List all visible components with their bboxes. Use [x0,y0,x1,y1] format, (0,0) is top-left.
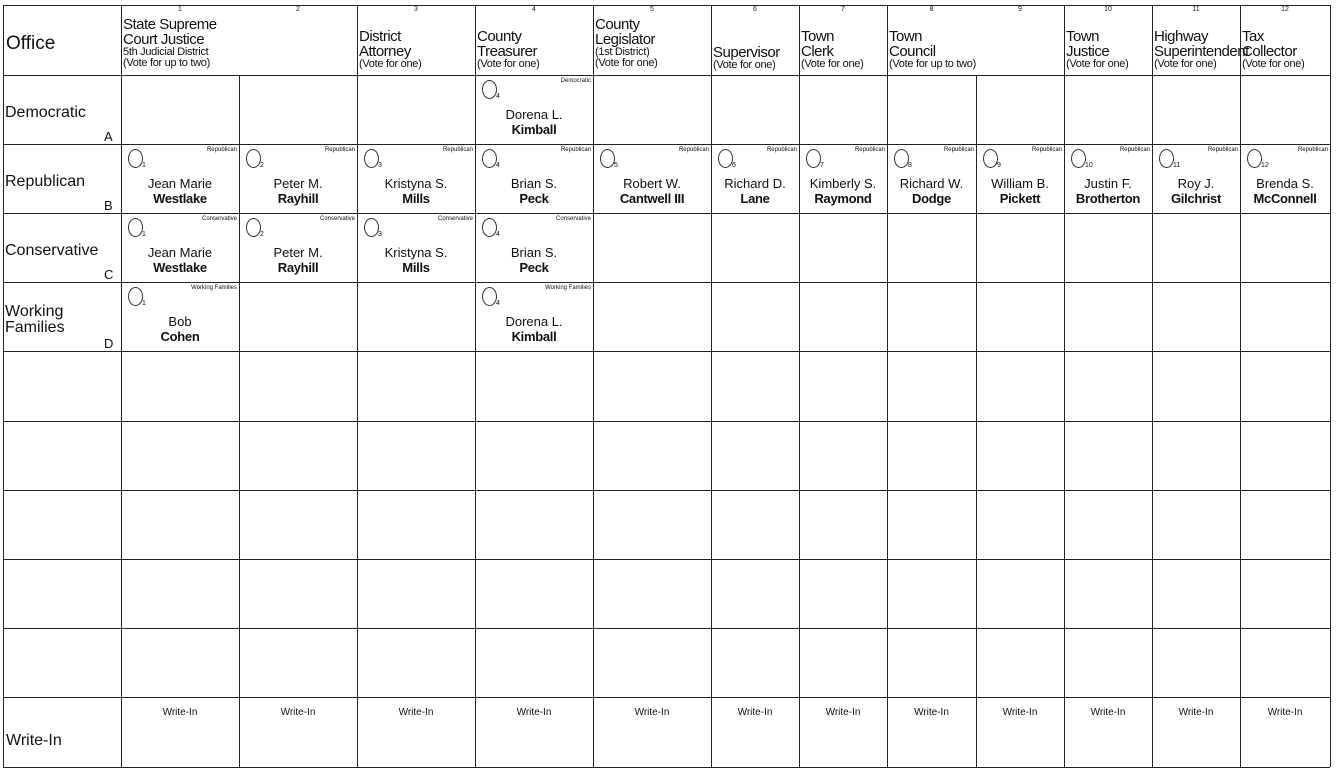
grid-hline [3,351,1330,352]
party-label: Democratic [560,78,591,84]
candidate-first-name: Justin F. [1084,176,1132,191]
candidate-first-name: Jean Marie [147,176,213,191]
column-number: 2 [296,6,300,13]
party-letter-1: B [104,198,113,213]
party-label: Republican [1119,147,1150,153]
write-in-cell[interactable]: Write-In [280,707,316,718]
party-letter-2: C [104,267,114,282]
candidate-first-name: Peter M. [273,176,323,191]
party-label: Republican [442,147,473,153]
candidate-last-name: Cohen [160,329,200,344]
vote-oval[interactable] [364,149,379,168]
column-number: 7 [841,6,845,13]
grid-vline [799,5,800,767]
vote-oval[interactable] [246,218,261,237]
candidate-first-name: Richard D. [724,176,786,191]
office-title-3 [477,29,592,70]
oval-number: 3 [378,162,382,169]
party-label: Working Families [191,285,237,291]
party-label: Conservative [201,216,237,222]
vote-oval[interactable] [246,149,261,168]
vote-oval[interactable] [718,149,733,168]
candidate-last-name: Mills [402,260,430,275]
column-number: 4 [532,6,536,13]
office-subtitle-line: (Vote for one) [801,58,864,70]
candidate-first-name: Brian S. [510,176,558,191]
office-title-line: Superintendent [1154,43,1249,60]
grid-vline [1240,5,1241,767]
candidate-first-name: Robert W. [623,176,681,191]
oval-number: 6 [732,162,736,169]
candidate-first-name: Dorena L. [505,314,563,329]
office-subtitle-line: (Vote for one) [1154,58,1217,70]
column-number: 5 [650,6,654,13]
grid-vline [357,5,358,767]
candidate-last-name: Gilchrist [1170,191,1222,206]
vote-oval[interactable] [894,149,909,168]
party-name-3 [5,304,65,336]
write-in-cell[interactable]: Write-In [516,707,552,718]
vote-oval[interactable] [128,149,143,168]
office-subtitle-line: (Vote for one) [713,59,776,71]
office-title-line: Clerk [801,43,834,60]
candidate-last-name: Rayhill [277,191,319,206]
candidate-last-name: Kimball [511,329,557,344]
grid-vline [121,5,122,767]
grid-hline [3,628,1330,629]
grid-vline [887,5,888,767]
grid-vline [711,5,712,767]
oval-number: 12 [1261,162,1269,169]
write-in-cell[interactable]: Write-In [1090,707,1126,718]
oval-number: 8 [908,162,912,169]
office-title-line: Highway [1154,28,1209,45]
office-title-line: Tax [1242,28,1264,45]
candidate-first-name: Kristyna S. [384,176,448,191]
ballot-grid [3,5,1330,767]
candidate-last-name: Westlake [153,191,207,206]
oval-number: 3 [378,231,382,238]
candidate-first-name: Richard W. [899,176,964,191]
office-title-line: State Supreme [123,16,217,33]
write-in-cell[interactable]: Write-In [634,707,670,718]
oval-number: 4 [496,231,500,238]
candidate-first-name: Bob [168,314,192,329]
party-label: Conservative [319,216,355,222]
party-label: Republican [943,147,974,153]
grid-vline [1064,5,1065,767]
grid-hline [3,144,1330,145]
office-title-line: Supervisor [713,44,780,61]
grid-hline [3,559,1330,560]
office-title-line: Attorney [359,43,411,60]
candidate-last-name: Peck [519,191,549,206]
candidate-first-name: Kristyna S. [384,245,448,260]
party-label: Republican [560,147,591,153]
party-label: Republican [854,147,885,153]
office-subtitle-line: 5th Judicial District [123,46,209,58]
office-subtitle-line: (Vote for one) [1066,58,1129,70]
oval-number: 11 [1173,162,1181,169]
candidate-last-name: Raymond [814,191,872,206]
party-label: Republican [766,147,797,153]
party-letter-3: D [104,336,114,351]
party-label: Republican [678,147,709,153]
oval-number: 4 [496,162,500,169]
party-label: Republican [1031,147,1062,153]
office-title-line: Legislator [595,31,656,48]
office-title-line: Justice [1066,43,1110,60]
oval-number: 4 [496,300,500,307]
party-name-line: Democratic [5,104,86,121]
column-number: 12 [1281,6,1289,13]
office-title-2 [359,29,474,70]
vote-oval[interactable] [600,149,615,168]
party-label: Republican [1207,147,1238,153]
grid-hline [3,5,1330,6]
party-name-1 [5,174,85,190]
party-name-0 [5,105,86,121]
office-subtitle-line: (Vote for up to two) [889,58,976,70]
candidate-last-name: Pickett [999,191,1041,206]
candidate-last-name: Westlake [153,260,207,275]
grid-hline [3,213,1330,214]
oval-number: 2 [260,231,264,238]
office-title-line: Treasurer [477,43,537,60]
oval-number: 1 [142,162,146,169]
party-label: Conservative [555,216,591,222]
grid-hline [3,767,1330,768]
candidate-first-name: Brenda S. [1256,176,1314,191]
oval-number: 2 [260,162,264,169]
candidate-last-name: Cantwell III [619,191,685,206]
vote-oval[interactable] [128,218,143,237]
office-title-line: Collector [1242,43,1297,60]
write-in-row-label: Write-In [6,732,62,749]
write-in-cell[interactable]: Write-In [825,707,861,718]
write-in-cell[interactable]: Write-In [914,707,949,718]
party-name-line: Republican [5,173,86,190]
write-in-cell[interactable]: Write-In [1267,707,1303,718]
office-subtitle-line: (Vote for up to two) [123,57,210,69]
office-title-7 [889,29,1063,70]
oval-number: 4 [496,93,500,100]
column-number: 11 [1192,6,1200,13]
office-title-4 [595,17,710,69]
vote-oval[interactable] [983,149,998,168]
candidate-last-name: Dodge [912,191,951,206]
party-label: Republican [324,147,355,153]
office-title-11 [1242,29,1329,70]
column-number: 9 [1018,6,1022,13]
column-number: 8 [929,6,934,13]
candidate-first-name: Brian S. [510,245,558,260]
oval-number: 9 [997,162,1001,169]
office-subtitle-line: (1st District) [595,46,650,58]
grid-vline [1330,5,1331,767]
candidate-last-name: Brotherton [1075,191,1141,206]
candidate-first-name: Peter M. [273,245,323,260]
office-header-label: Office [6,33,56,54]
party-label: Working Families [545,285,591,291]
vote-oval[interactable] [1159,149,1174,168]
party-name-2 [5,243,98,259]
grid-vline [3,5,4,767]
office-subtitle-line: (Vote for one) [595,57,658,69]
office-subtitle-line: (Vote for one) [477,58,540,70]
vote-oval[interactable] [1247,149,1262,168]
candidate-first-name: William B. [991,176,1049,191]
office-title-0 [123,17,356,69]
grid-hline [3,421,1330,422]
write-in-cell[interactable]: Write-In [737,707,773,718]
vote-oval[interactable] [806,149,821,168]
vote-oval[interactable] [482,287,497,306]
candidate-last-name: Kimball [511,122,557,137]
candidate-last-name: Mills [402,191,430,206]
column-number: 10 [1104,6,1112,13]
office-title-line: Town [801,28,835,45]
column-number: 1 [178,6,182,13]
office-title-line: Court Justice [123,31,205,48]
party-name-line: Working [5,303,64,320]
grid-hline [3,282,1330,283]
grid-hline [3,697,1330,698]
vote-oval[interactable] [482,80,497,99]
office-subtitle-line: (Vote for one) [359,58,422,70]
oval-number: 10 [1085,162,1093,169]
office-title-line: Council [889,43,936,60]
office-title-6 [801,29,886,70]
vote-oval[interactable] [482,149,497,168]
grid-vline [1152,5,1153,767]
office-title-5 [713,45,798,71]
oval-number: 1 [142,231,146,238]
candidate-last-name: McConnell [1253,191,1317,206]
office-title-10 [1154,28,1249,70]
party-label: Republican [1297,147,1328,153]
column-number: 3 [414,6,418,13]
grid-hline [3,490,1330,491]
office-title-line: Town [889,28,923,45]
candidate-last-name: Lane [740,191,770,206]
candidate-first-name: Roy J. [1177,176,1215,191]
office-title-line: District [359,28,401,45]
oval-number: 1 [142,300,146,307]
party-label: Conservative [437,216,473,222]
candidate-first-name: Dorena L. [505,107,563,122]
write-in-cell[interactable]: Write-In [1002,707,1038,718]
party-label: Republican [206,147,237,153]
grid-vline [593,5,594,767]
candidate-first-name: Jean Marie [147,245,213,260]
vote-oval[interactable] [1071,149,1086,168]
oval-number: 5 [614,162,618,169]
write-in-cell[interactable]: Write-In [1178,707,1214,718]
office-subtitle-line: (Vote for one) [1242,58,1305,70]
office-title-line: Town [1066,28,1100,45]
office-title-line: County [595,16,640,33]
vote-oval[interactable] [482,218,497,237]
column-number: 6 [753,6,757,13]
grid-hline [3,75,1330,76]
party-name-line: Conservative [5,242,99,259]
candidate-last-name: Rayhill [277,260,319,275]
candidate-first-name: Kimberly S. [809,176,877,191]
candidate-last-name: Peck [519,260,549,275]
write-in-cell[interactable]: Write-In [398,707,434,718]
vote-oval[interactable] [128,287,143,306]
office-title-line: County [477,28,522,45]
office-title-9 [1066,29,1151,70]
oval-number: 7 [820,162,824,169]
vote-oval[interactable] [364,218,379,237]
write-in-cell[interactable]: Write-In [162,707,198,718]
party-name-line: Families [5,319,65,336]
party-letter-0: A [104,129,113,144]
